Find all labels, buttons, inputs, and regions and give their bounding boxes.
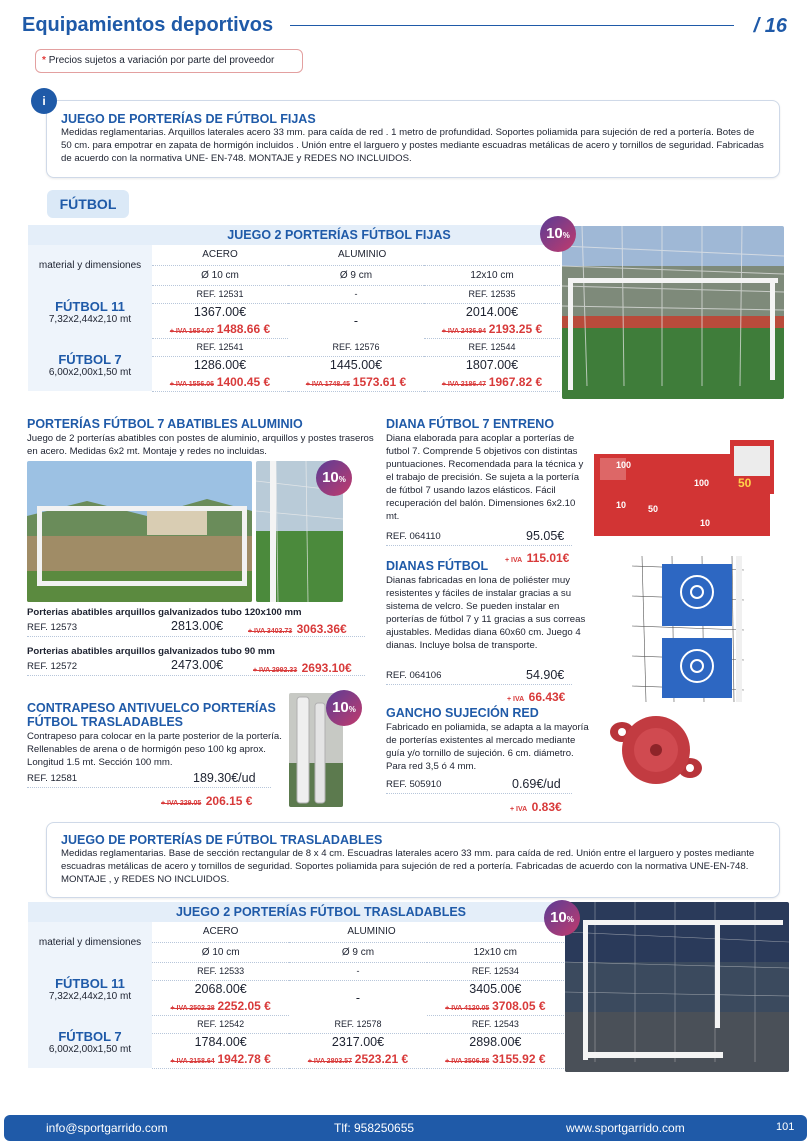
price-cell: 2898.00€: [469, 1035, 522, 1050]
discount-badge: [544, 900, 580, 936]
target-7-title: DIANA FÚTBOL 7 ENTRENO: [386, 417, 555, 431]
iva-old: + IVA 4120.05: [445, 1005, 490, 1013]
ref-cell: REF. 12544: [424, 338, 560, 356]
note-star: *: [42, 55, 46, 66]
counterweight-title-line2: FÚTBOL TRASLADABLES: [27, 715, 184, 729]
row-label: [28, 962, 152, 1015]
targets-photo: [632, 556, 744, 702]
badge-number: 10: [332, 699, 349, 716]
hook-title: GANCHO SUJECIÓN RED: [386, 706, 539, 720]
portable-goals-info-box: [46, 822, 780, 898]
footer-email[interactable]: info@sportgarrido.com: [46, 1121, 168, 1135]
iva-cell: [152, 998, 289, 1015]
folding-item-2: [27, 645, 365, 676]
aluminio-header: ALUMINIO: [288, 245, 560, 265]
ref-cell: REF. 12578: [289, 1015, 426, 1033]
iva-old: + IVA 2502.28: [170, 1005, 215, 1013]
item-ref: REF. 064106: [386, 670, 442, 681]
fixed-goals-description: Medidas reglamentarias. Arquillos laterales acero 33 mm. para caída de red . 1 metro de profundidad. Soportes poliamida para sujeción de red a portería. Botes de 50 cm. para empotrar en zapata de hormigón incluidos . Unión entre el larguero y postes mediante escuadras metálicas de acero y tornillos de seguridad. Fabricadas de acuerdo con la normativa UNE- EN-748. MONTAJE y REDES NO INCLUIDOS.: [61, 127, 764, 164]
iva-cell: [289, 1051, 426, 1068]
material-label: material y dimensiones: [28, 245, 152, 285]
iva-old: + IVA 3403.73: [248, 628, 293, 635]
fixed-goals-info-box: [46, 100, 780, 178]
ref-cell: REF. 12542: [152, 1015, 289, 1033]
price-cell: -: [353, 313, 359, 328]
material-label: material y dimensiones: [28, 922, 152, 962]
acero-header: ACERO: [152, 245, 288, 265]
note-text: Precios sujetos a variación por parte del proveedor: [48, 55, 275, 66]
price-cell: 1367.00€: [193, 305, 247, 320]
iva-cell: [424, 374, 560, 391]
iva-new: 2693.10€: [301, 661, 352, 675]
hook-iva: [510, 798, 562, 816]
header-divider: [290, 25, 734, 26]
iva-label: + IVA: [507, 696, 525, 703]
iva-old: + IVA 3506.58: [445, 1058, 490, 1066]
ref-cell: REF. 12535: [424, 285, 560, 303]
item-name: Porterias abatibles arquillos galvanizados tubo 90 mm: [27, 646, 275, 657]
iva-new: 2193.25 €: [488, 322, 543, 337]
row-size: 7,32x2,44x2,10 mt: [48, 313, 132, 325]
fixed-goals-table: [28, 225, 560, 392]
footer-bar: [4, 1115, 807, 1141]
target-7-description: Diana elaborada para acoplar a porterías de futbol 7. Comprende 5 objetivos con distintas puntuaciones. Recomendada para la técnica y el trabajo de precisión. Se sujeta a la portería de fútbol 7 usando lazos elásticos. Fácil recuperación del balón. Dimensiones 6x2.10 mt.: [386, 433, 584, 522]
ref-cell: REF. 12531: [152, 285, 288, 303]
counterweight-description: Contrapeso para colocar en la parte posterior de la portería. Rellenables de arena o de hormigón peso 100 kg aprox. Longitud 1.5 mt. Sección 100 mm.: [27, 731, 282, 768]
counterweight-title: [27, 701, 276, 729]
page-title: Equipamientos deportivos: [22, 14, 274, 36]
target-number: 10: [616, 500, 627, 510]
iva-new: 66.43€: [528, 690, 566, 704]
ref-cell: -: [289, 962, 426, 980]
target-7-photo: [590, 440, 776, 540]
row-label: [28, 1015, 152, 1068]
counterweight-price-row: [27, 771, 271, 788]
folding-goal-photo: [27, 461, 252, 602]
item-ref: REF. 505910: [386, 779, 442, 790]
target-7-price-row: [386, 529, 572, 546]
hook-description: Fabricado en poliamida, se adapta a la mayoría de porterías existentes al mercado mediante guía y/o tornillo de sujeción. 6 cm. diámetro. Para red 3,5 ó 4 mm.: [386, 722, 589, 772]
item-ref: REF. 12573: [27, 622, 78, 633]
price-cell: 1445.00€: [329, 358, 383, 373]
iva-new: 3155.92 €: [492, 1052, 546, 1067]
iva-cell: [152, 321, 288, 338]
discount-badge: [540, 216, 576, 252]
ref-cell: REF. 12543: [427, 1015, 564, 1033]
item-ref: REF. 12581: [27, 773, 78, 784]
badge-percent: %: [338, 475, 346, 484]
hook-price-row: [386, 777, 572, 794]
hook-photo: [610, 706, 702, 794]
dim-cell: Ø 10 cm: [152, 942, 289, 962]
iva-old: + IVA 2803.57: [307, 1058, 352, 1066]
acero-header: ACERO: [152, 922, 289, 942]
ref-cell: -: [288, 285, 424, 303]
iva-new: 3063.36€: [296, 622, 347, 636]
iva-cell: [288, 374, 424, 391]
table-title: JUEGO 2 PORTERÍAS FÚTBOL TRASLADABLES: [175, 905, 467, 919]
counterweight-iva: [161, 792, 252, 810]
item-price: 54.90€: [526, 668, 565, 682]
iva-new: 3708.05 €: [492, 999, 546, 1014]
targets-iva: [507, 688, 565, 706]
dim-cell: Ø 9 cm: [288, 265, 424, 285]
item-price: 2473.00€: [171, 658, 224, 672]
iva-new: 1573.61 €: [352, 375, 407, 390]
target-number: 50: [648, 504, 659, 514]
targets-title: DIANAS FÚTBOL: [386, 559, 489, 573]
iva-cell: [427, 998, 564, 1015]
item-price: 95.05€: [526, 529, 565, 543]
iva-old: + IVA 2436.94: [441, 328, 486, 336]
iva-new: 206.15 €: [205, 794, 253, 808]
item-name: Porterias abatibles arquillos galvanizados tubo 120x100 mm: [27, 607, 302, 618]
badge-percent: %: [348, 705, 356, 714]
targets-description: Dianas fabricadas en lona de poliéster muy resistentes y fáciles de instalar gracias a su sistema de velcro. Se pueden instalar en porterías de fútbol 7 y 11 gracias a sus correas ajustables. Medidas diana 60x60 cm. Juego 4 dianas. Incluye bolsa de transporte.: [386, 575, 586, 651]
iva-new: 2523.21 €: [354, 1052, 409, 1067]
iva-cell: [427, 1051, 564, 1068]
price-cell: 1286.00€: [193, 358, 247, 373]
portable-goals-title: JUEGO DE PORTERÍAS DE FÚTBOL TRASLADABLES: [61, 833, 383, 847]
item-price: 2813.00€: [171, 619, 224, 633]
iva-new: 1400.45 €: [216, 375, 271, 390]
row-name: FÚTBOL 7: [58, 1028, 122, 1044]
iva-label: + IVA: [510, 806, 528, 813]
footer-website[interactable]: www.sportgarrido.com: [566, 1121, 685, 1135]
aluminio-header: ALUMINIO: [289, 922, 564, 942]
ref-cell: REF. 12534: [427, 962, 564, 980]
iva-new: 2252.05 €: [217, 999, 271, 1014]
category-tag: FÚTBOL: [47, 190, 129, 218]
target-number: 10: [700, 518, 711, 528]
iva-old: + IVA 2158.64: [170, 1058, 215, 1066]
item-price: 189.30€/ud: [193, 771, 256, 785]
badge-percent: %: [562, 231, 570, 240]
badge-number: 10: [322, 469, 339, 486]
iva-new: 1942.78 €: [217, 1052, 271, 1067]
price-cell: 2317.00€: [331, 1035, 385, 1050]
targets-price-row: [386, 668, 572, 685]
dim-cell: Ø 9 cm: [289, 942, 426, 962]
iva-new: 0.83€: [531, 800, 562, 814]
info-icon: i: [31, 88, 57, 114]
iva-old: + IVA 1654.07: [169, 328, 214, 336]
portable-goals-table: [28, 902, 564, 1069]
row-label: [28, 338, 152, 391]
iva-cell: [152, 1051, 289, 1068]
item-price: 0.69€/ud: [512, 777, 561, 791]
price-cell: 2068.00€: [194, 982, 247, 997]
row-name: FÚTBOL 11: [55, 975, 125, 991]
iva-new: 1967.82 €: [488, 375, 543, 390]
target-7-iva: [505, 549, 569, 567]
discount-badge: [326, 690, 362, 726]
fixed-goals-title: JUEGO DE PORTERÍAS DE FÚTBOL FIJAS: [61, 112, 316, 126]
folding-item-1: [27, 606, 365, 637]
portable-goals-description: Medidas reglamentarias. Base de sección rectangular de 8 x 4 cm. Escuadras laterales acero 33 mm. para caída de red. Unión entre el larguero y postes mediante escuadras metálicas de acero y tornillos de seguridad. Soportes poliamida para sujeción de red a portería. Fabricadas de acuerdo con la normativa UNE-EN-748. MONTAJE , y REDES NO INCLUIDOS.: [61, 848, 755, 885]
iva-new: 1488.66 €: [216, 322, 271, 337]
dim-cell: 12x10 cm: [427, 942, 564, 962]
badge-number: 10: [550, 909, 567, 926]
iva-cell: [424, 321, 560, 338]
row-name: FÚTBOL 11: [55, 298, 125, 314]
iva-old: + IVA 1556.06: [169, 381, 214, 389]
iva-new: 115.01€: [526, 551, 570, 565]
ref-cell: REF. 12533: [152, 962, 289, 980]
iva-cell: [152, 374, 288, 391]
price-note: [35, 49, 303, 73]
counterweight-title-line1: CONTRAPESO ANTIVUELCO PORTERÍAS: [27, 701, 276, 715]
iva-label: + IVA: [505, 557, 523, 564]
portable-goal-photo: [565, 902, 789, 1072]
iva-old: + IVA 1748.45: [305, 381, 350, 389]
ref-cell: REF. 12541: [152, 338, 288, 356]
ref-cell: REF. 12576: [288, 338, 424, 356]
item-ref: REF. 12572: [27, 661, 78, 672]
target-number: 100: [616, 460, 632, 470]
dim-cell: Ø 10 cm: [152, 265, 288, 285]
row-size: 6,00x2,00x1,50 mt: [48, 366, 132, 378]
row-size: 7,32x2,44x2,10 mt: [48, 990, 132, 1002]
folding-goals-description: Juego de 2 porterías abatibles con postes de aluminio, arquillos y postes traseros en acero. Medidas 6x2 mt. Montaje y redes no incluidas.: [27, 433, 374, 457]
discount-badge: [316, 460, 352, 496]
price-cell: 1784.00€: [194, 1035, 247, 1050]
row-size: 6,00x2,00x1,50 mt: [48, 1043, 132, 1055]
target-number: 50: [738, 476, 752, 490]
fixed-goal-photo: [562, 226, 784, 399]
target-number: 100: [694, 478, 710, 488]
row-label: [28, 285, 152, 338]
price-cell: 3405.00€: [469, 982, 522, 997]
table-title: JUEGO 2 PORTERÍAS FÚTBOL FIJAS: [227, 228, 451, 242]
badge-percent: %: [566, 915, 574, 924]
item-ref: REF. 064110: [386, 531, 441, 542]
price-cell: -: [355, 990, 361, 1005]
iva-old: + IVA 229.05: [161, 800, 202, 807]
badge-number: 10: [546, 225, 563, 242]
row-name: FÚTBOL 7: [58, 351, 122, 367]
price-cell: 2014.00€: [465, 305, 519, 320]
page-reference: / 16: [753, 15, 787, 37]
footer-phone: Tlf: 958250655: [334, 1121, 415, 1135]
price-cell: 1807.00€: [465, 358, 519, 373]
iva-old: + IVA 2186.47: [441, 381, 486, 389]
footer-page-number: 101: [776, 1121, 795, 1133]
dim-cell: 12x10 cm: [424, 265, 560, 285]
iva-old: + IVA 2992.33: [253, 667, 298, 674]
folding-goals-title: PORTERÍAS FÚTBOL 7 ABATIBLES ALUMINIO: [27, 417, 303, 431]
